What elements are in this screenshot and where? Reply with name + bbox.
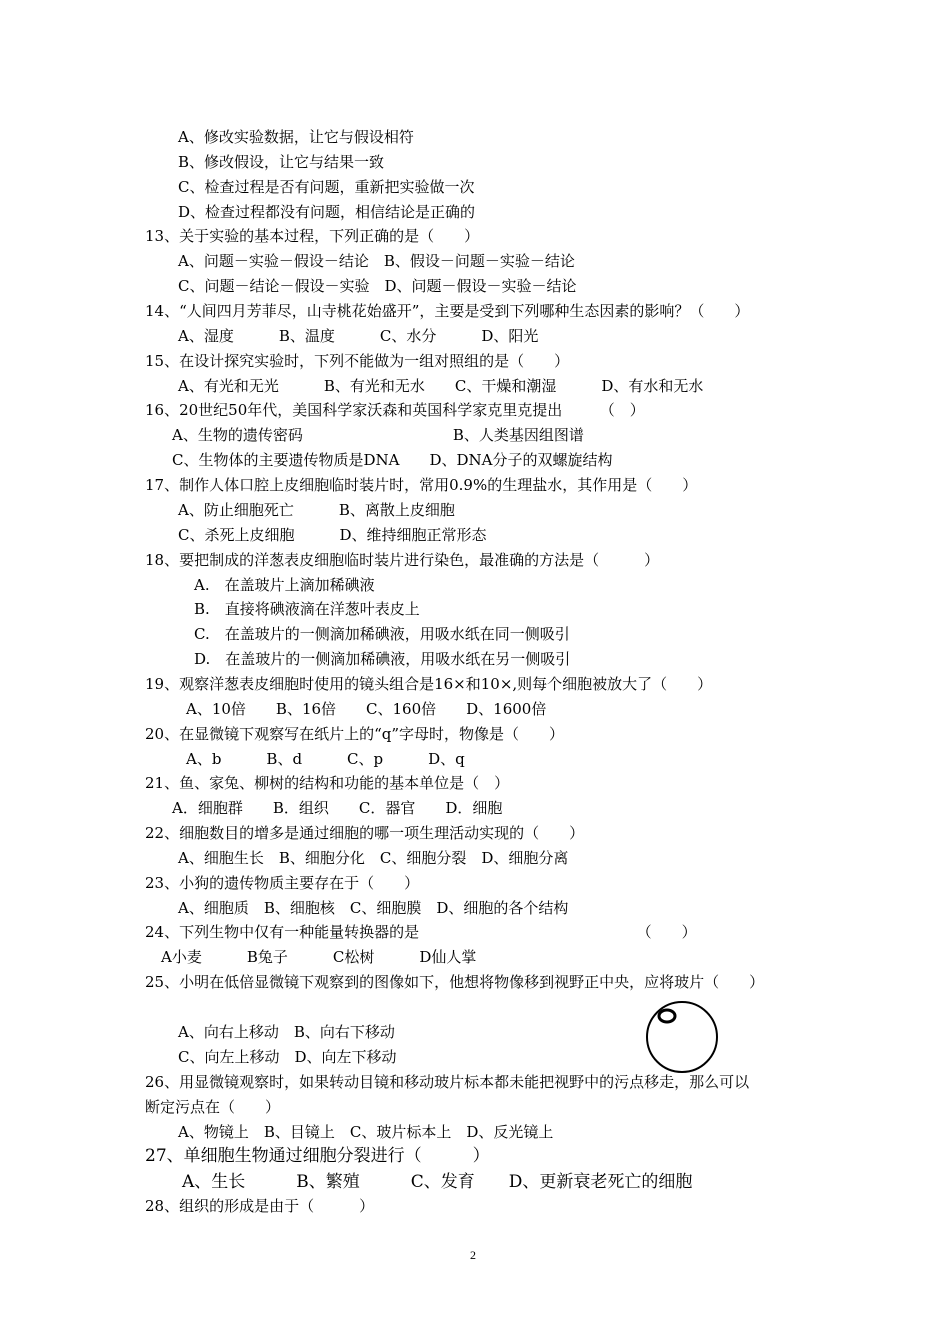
question-16: 16、20世纪50年代，美国科学家沃森和英国科学家克里克提出 （ ） [145,401,645,419]
options-13-ab: A、问题－实验－假设－结论 B、假设－问题－实验－结论 [178,252,575,270]
options-20: A、b B、d C、p D、q [186,750,465,768]
option-12d: D、检查过程都没有问题，相信结论是正确的 [178,203,476,221]
options-27: A、生长 B、繁殖 C、发育 D、更新衰老死亡的细胞 [182,1172,693,1192]
specimen-image [659,1010,675,1022]
question-21: 21、鱼、家兔、柳树的结构和功能的基本单位是（ ） [145,774,510,792]
option-12a: A、修改实验数据，让它与假设相符 [178,128,414,146]
question-26: 26、用显微镜观察时，如果转动目镜和移动玻片标本都未能把视野中的污点移走，那么可以 [145,1073,750,1091]
field-of-view-circle [647,1002,717,1072]
question-25: 25、小明在低倍显微镜下观察到的图像如下，他想将物像移到视野正中央，应将玻片（ ） [145,973,765,991]
question-17: 17、制作人体口腔上皮细胞临时装片时，常用0.9%的生理盐水，其作用是（ ） [145,476,698,494]
question-24: 24、下列生物中仅有一种能量转换器的是 （ ） [145,923,697,941]
options-21: A．细胞群 B．组织 C．器官 D．细胞 [172,799,503,817]
options-23: A、细胞质 B、细胞核 C、细胞膜 D、细胞的各个结构 [178,899,569,917]
options-26: A、物镜上 B、目镜上 C、玻片标本上 D、反光镜上 [178,1123,554,1141]
options-19: A、10倍 B、16倍 C、160倍 D、1600倍 [186,700,547,718]
options-17-cd: C、杀死上皮细胞 D、维持细胞正常形态 [178,526,487,544]
option-18d: D. 在盖玻片的一侧滴加稀碘液，用吸水纸在另一侧吸引 [194,650,571,668]
question-13: 13、关于实验的基本过程，下列正确的是（ ） [145,227,480,245]
question-15: 15、在设计探究实验时，下列不能做为一组对照组的是（ ） [145,352,570,370]
question-19: 19、观察洋葱表皮细胞时使用的镜头组合是16×和10×,则每个细胞被放大了（ ） [145,675,713,693]
question-20: 20、在显微镜下观察写在纸片上的“q”字母时，物像是（ ） [145,725,565,743]
options-15: A、有光和无光 B、有光和无水 C、干燥和潮湿 D、有水和无水 [178,377,704,395]
question-23: 23、小狗的遗传物质主要存在于（ ） [145,874,420,892]
options-24: A小麦 B兔子 C松树 D仙人掌 [161,948,477,966]
question-26-cont: 断定污点在（ ） [145,1098,281,1116]
microscope-field-diagram [644,1000,722,1076]
question-22: 22、细胞数目的增多是通过细胞的哪一项生理活动实现的（ ） [145,824,585,842]
option-18b: B. 直接将碘液滴在洋葱叶表皮上 [194,600,420,618]
option-12c: C、检查过程是否有问题，重新把实验做一次 [178,178,475,196]
options-25-ab: A、向右上移动 B、向右下移动 [178,1023,395,1041]
options-17-ab: A、防止细胞死亡 B、离散上皮细胞 [178,501,455,519]
page-number: 2 [470,1248,476,1262]
options-13-cd: C、问题－结论－假设－实验 D、问题－假设－实验－结论 [178,277,577,295]
question-14: 14、“人间四月芳菲尽，山寺桃花始盛开”，主要是受到下列哪种生态因素的影响？（ ） [145,302,750,320]
options-22: A、细胞生长 B、细胞分化 C、细胞分裂 D、细胞分离 [178,849,569,867]
question-18: 18、要把制成的洋葱表皮细胞临时装片进行染色，最准确的方法是（ ） [145,551,660,569]
options-25-cd: C、向左上移动 D、向左下移动 [178,1048,397,1066]
option-12b: B、修改假设，让它与结果一致 [178,153,385,171]
options-14: A、湿度 B、温度 C、水分 D、阳光 [178,327,539,345]
question-27: 27、单细胞生物通过细胞分裂进行（ ） [145,1146,490,1166]
options-16-cd: C、生物体的主要遗传物质是DNA D、DNA分子的双螺旋结构 [172,451,613,469]
option-18a: A. 在盖玻片上滴加稀碘液 [194,576,375,594]
options-16-ab: A、生物的遗传密码 B、人类基因组图谱 [172,426,584,444]
option-18c: C. 在盖玻片的一侧滴加稀碘液，用吸水纸在同一侧吸引 [194,625,570,643]
question-28: 28、组织的形成是由于（ ） [145,1197,375,1215]
